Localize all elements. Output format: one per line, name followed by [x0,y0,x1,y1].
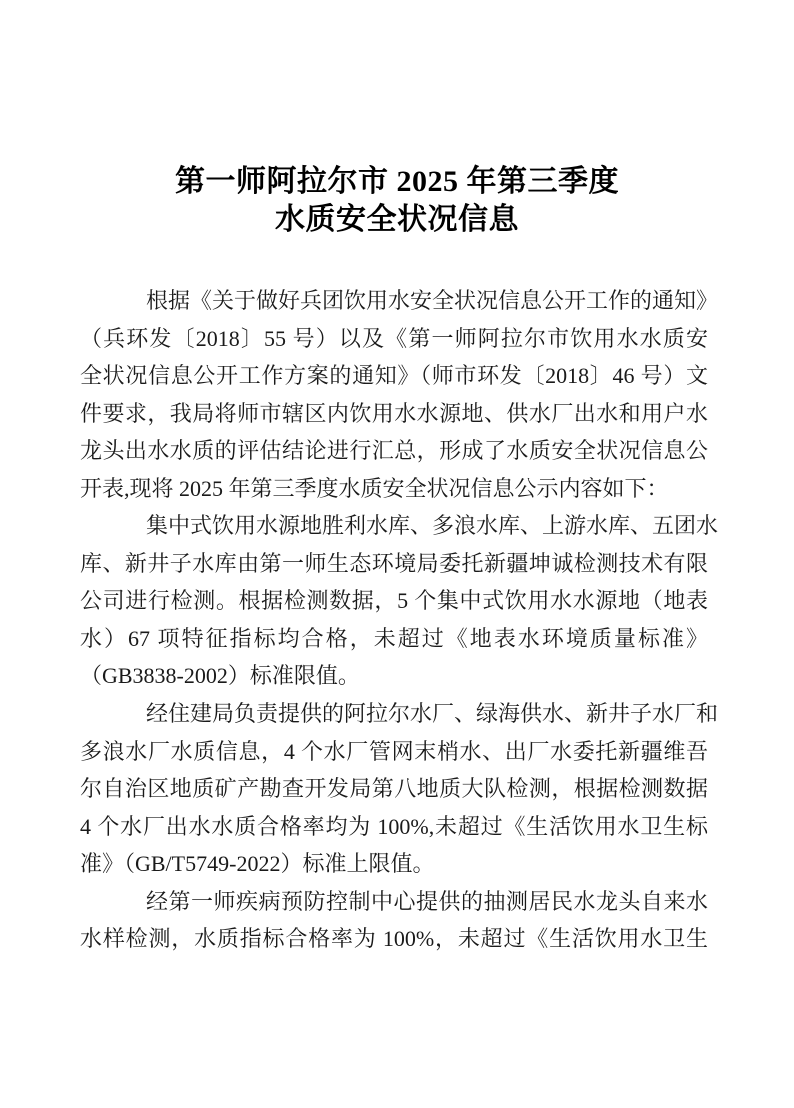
title-line-2: 水质安全状况信息 [275,203,519,236]
text-line: 根据《关于做好兵团饮用水安全状况信息公开工作的通知》 [146,288,719,313]
text-line: 水）67 项特征指标均合格，未超过《地表水环境质量标准》 [80,625,708,651]
text-line: （GB3838-2002）标准限值。 [80,663,360,689]
text-line: 全状况信息公开工作方案的通知》（师市环发〔2018〕46 号）文 [80,363,708,389]
text-line: 库、新井子水库由第一师生态环境局委托新疆坤诚检测技术有限 [80,550,708,576]
text-line: 开表,现将 2025 年第三季度水质安全状况信息公示内容如下： [80,475,669,501]
text-line: 尔自治区地质矿产勘查开发局第八地质大队检测，根据检测数据 [80,776,708,802]
text-line: 多浪水厂水质信息，4 个水厂管网末梢水、出厂水委托新疆维吾 [80,738,708,764]
text-line: 4 个水厂出水水质合格率均为 100%,未超过《生活饮用水卫生标 [80,813,708,839]
document-title [0,163,794,239]
title-line-1: 第一师阿拉尔市 2025 年第三季度 [175,165,619,198]
text-line: 件要求，我局将师市辖区内饮用水水源地、供水厂出水和用户水 [80,400,708,426]
text-line: 集中式饮用水源地胜利水库、多浪水库、上游水库、五团水 [146,513,719,539]
text-line: 水样检测，水质指标合格率为 100%，未超过《生活饮用水卫生 [80,926,708,952]
document-body [80,282,719,958]
text-line: 准》（GB/T5749-2022）标准上限值。 [80,851,435,877]
text-line: 经住建局负责提供的阿拉尔水厂、绿海供水、新井子水厂和 [146,701,719,727]
text-line: （兵环发〔2018〕55 号）以及《第一师阿拉尔市饮用水水质安 [80,325,708,351]
text-line: 龙头出水水质的评估结论进行汇总，形成了水质安全状况信息公 [80,438,708,464]
text-line: 公司进行检测。根据检测数据，5 个集中式饮用水水源地（地表 [80,588,708,614]
text-line: 经第一师疾病预防控制中心提供的抽测居民水龙头自来水 [146,888,708,914]
